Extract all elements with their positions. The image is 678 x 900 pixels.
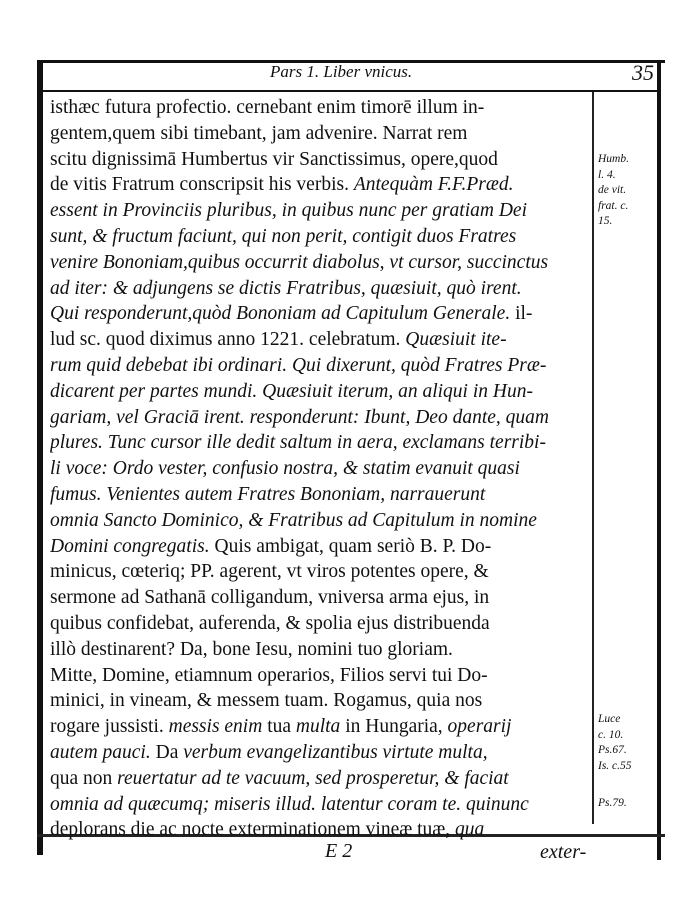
italic-text-segment: qua: [455, 819, 485, 841]
text-line: [50, 585, 590, 611]
page-frame-left-rule: [37, 60, 43, 855]
roman-text-segment: Quis ambigat, quam seriò B. P. Do-: [214, 535, 492, 557]
marginal-note-humbertus: [598, 152, 656, 230]
text-line: [50, 559, 590, 585]
roman-text-segment: sermone ad Sathanā colligandum, vniversa arma ejus, in: [50, 587, 490, 609]
text-line: [50, 611, 590, 637]
italic-text-segment: plures. Tunc cursor ille dedit saltum in aera, exclamans terribi-: [50, 432, 546, 454]
italic-text-segment: omnia ad quæcumq; miseris illud.: [50, 793, 321, 815]
marginal-note-line: c. 10.: [598, 728, 624, 741]
italic-text-segment: ad iter: & adjungens se dictis Fratribus, quæsiuit, quò irent.: [50, 277, 522, 299]
marginal-note-line: Ps.67.: [598, 744, 627, 756]
roman-text-segment: il-: [515, 303, 533, 325]
roman-text-segment: minicus, cœteriq; PP. agerent, vt viros potentes opere, &: [50, 561, 489, 583]
italic-text-segment: messis enim: [168, 716, 268, 738]
roman-text-segment: scitu dignissimā Humbertus vir Sanctissimus, opere,quod: [50, 148, 498, 170]
header-rule: [43, 90, 657, 92]
marginal-note-line: l. 4.: [598, 168, 616, 181]
text-line: [50, 817, 590, 843]
roman-text-segment: Da: [155, 741, 184, 763]
italic-text-segment: operarij: [447, 716, 512, 738]
text-line: [50, 740, 590, 766]
text-line: [50, 95, 590, 121]
text-line: [50, 430, 590, 456]
margin-column-rule: [592, 92, 594, 824]
main-text-block: [50, 95, 590, 843]
roman-text-segment: rogare jussisti.: [50, 716, 169, 738]
italic-text-segment: Qui responderunt,quòd Bononiam ad Capitulum Generale.: [50, 303, 516, 325]
italic-text-segment: gariam, vel Graciā irent. responderunt: Ibunt, Deo dante, quam: [50, 406, 549, 428]
signature-mark: E 2: [325, 840, 353, 862]
italic-text-segment: venire Bononiam,quibus occurrit diabolus, vt cursor, succinctus: [50, 251, 549, 273]
text-line: [50, 379, 590, 405]
marginal-note-line: 15.: [598, 215, 613, 227]
text-line: [50, 766, 590, 792]
roman-text-segment: minici, in vineam, & messem tuam. Rogamus, quia nos: [50, 690, 483, 712]
text-line: [50, 637, 590, 663]
italic-text-segment: Quæsiuit ite-: [405, 329, 507, 351]
roman-text-segment: quibus confidebat, auferenda, & spolia ejus distribuenda: [50, 612, 490, 634]
roman-text-segment: illò destinarent? Da, bone Iesu, nomini tuo gloriam.: [50, 638, 453, 660]
italic-text-segment: li voce: Ordo vester, confusio nostra, & statim evanuit quasi: [50, 458, 520, 480]
marginal-note-line: frat. c.: [598, 199, 629, 212]
text-line: [50, 688, 590, 714]
italic-text-segment: latentur coram te. quinunc: [320, 793, 529, 815]
marginal-note-line: Ps.79.: [598, 797, 627, 809]
marginal-note-line: Luce: [598, 713, 621, 725]
marginal-note-luke-psalm-isaiah: [598, 712, 656, 774]
italic-text-segment: Antequàm F.F.Præd.: [353, 174, 514, 196]
italic-text-segment: essent in Provinciis pluribus, in quibus nunc per gratiam Dei: [50, 200, 527, 222]
italic-text-segment: verbum evangelizantibus virtute multa,: [183, 741, 488, 763]
italic-text-segment: dicarent per partes mundi. Quæsiuit iterum, an aliqui in Hun-: [50, 380, 533, 402]
text-line: [50, 250, 590, 276]
roman-text-segment: tua: [267, 716, 296, 738]
roman-text-segment: qua non: [50, 767, 118, 789]
catchword: exter-: [540, 841, 587, 863]
text-line: [50, 792, 590, 818]
italic-text-segment: autem pauci.: [50, 741, 156, 763]
marginal-note-psalm-79: [598, 796, 656, 812]
text-line: [50, 198, 590, 224]
text-line: [50, 276, 590, 302]
italic-text-segment: omnia Sancto Dominico, & Fratribus ad Capitulum in nomine: [50, 509, 537, 531]
text-line: [50, 172, 590, 198]
text-line: [50, 714, 590, 740]
running-head: Pars 1. Liber vnicus.: [270, 62, 413, 81]
text-line: [50, 353, 590, 379]
italic-text-segment: sunt, & fructum faciunt, qui non perit, contigit duos Fratres: [50, 225, 517, 247]
italic-text-segment: Domini congregatis.: [50, 535, 215, 557]
roman-text-segment: in Hungaria,: [345, 716, 448, 738]
roman-text-segment: gentem,quem sibi timebant, jam advenire. Narrat rem: [50, 122, 468, 144]
page-frame-right-rule: [657, 60, 661, 860]
roman-text-segment: isthæc futura profectio. cernebant enim timorē illum in-: [50, 97, 485, 118]
text-line: [50, 508, 590, 534]
text-line: [50, 147, 590, 173]
text-line: [50, 534, 590, 560]
text-line: [50, 301, 590, 327]
text-line: [50, 456, 590, 482]
roman-text-segment: de vitis Fratrum conscripsit his verbis.: [50, 174, 354, 196]
italic-text-segment: reuertatur ad te vacuum, sed prosperetur, & faciat: [117, 767, 509, 789]
italic-text-segment: fumus. Venientes autem Fratres Bononiam, narrauerunt: [50, 483, 486, 505]
italic-text-segment: rum quid debebat ibi ordinari. Qui dixerunt, quòd Fratres Præ-: [50, 354, 547, 376]
text-line: [50, 663, 590, 689]
text-line: [50, 121, 590, 147]
text-line: [50, 482, 590, 508]
roman-text-segment: deplorans die ac nocte exterminationem vineæ tuæ,: [50, 819, 456, 841]
text-line: [50, 327, 590, 353]
roman-text-segment: Mitte, Domine, etiamnum operarios, Filios servi tui Do-: [50, 664, 488, 686]
text-line: [50, 224, 590, 250]
marginal-note-line: Is. c.55: [598, 759, 632, 772]
roman-text-segment: lud sc. quod diximus anno 1221. celebratum.: [50, 329, 406, 351]
marginal-note-line: de vit.: [598, 184, 627, 196]
page-number: 35: [632, 60, 654, 85]
text-line: [50, 405, 590, 431]
italic-text-segment: multa: [295, 716, 346, 738]
marginal-note-line: Humb.: [598, 153, 629, 165]
